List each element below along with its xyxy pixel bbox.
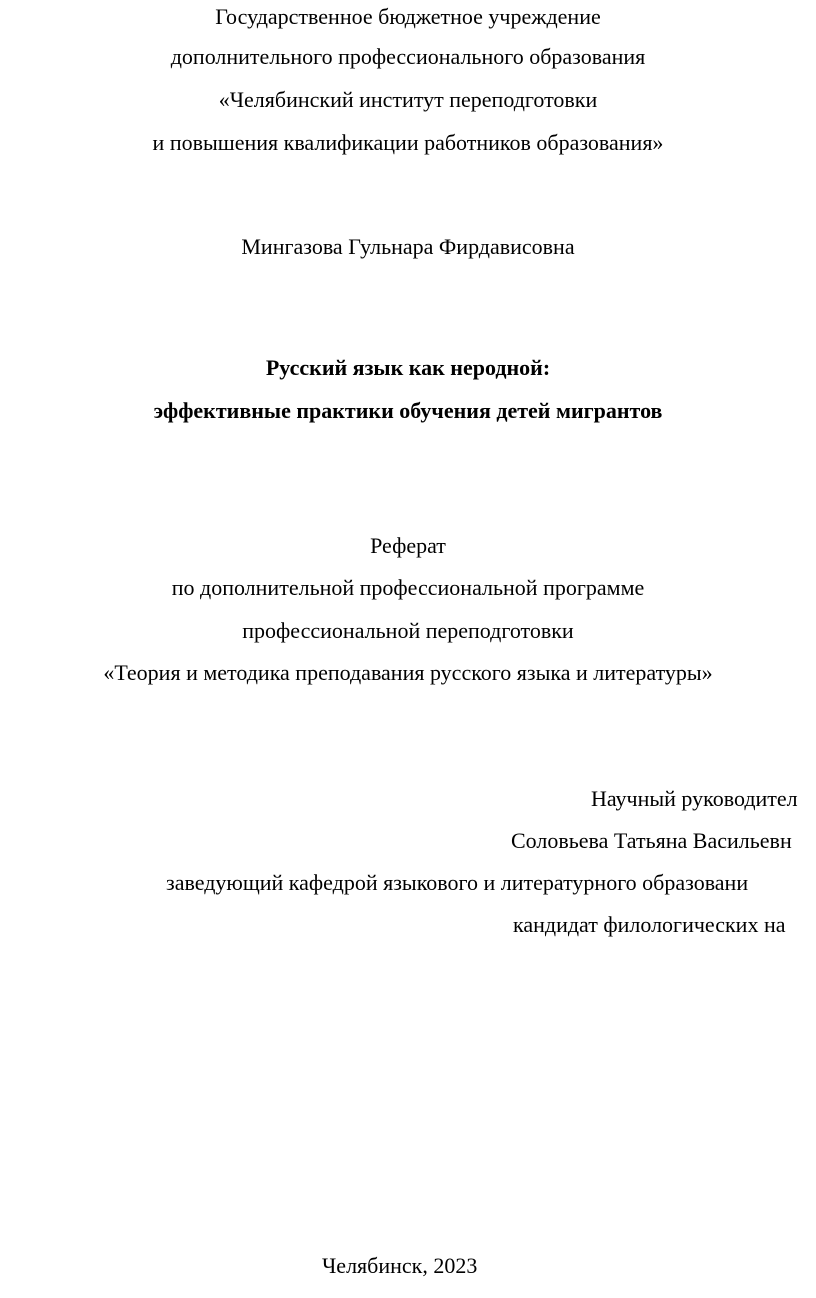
institution-line-3: «Челябинский институт переподготовки: [218, 87, 598, 112]
institution-line-2: дополнительного профессионального образования: [170, 44, 646, 69]
institution-line-1: Государственное бюджетное учреждение: [215, 4, 601, 29]
institution-line-4: и повышения квалификации работников образования»: [152, 130, 664, 155]
title-line-2: эффективные практики обучения детей мигрантов: [153, 398, 663, 423]
supervisor-degree: кандидат филологических на: [513, 912, 786, 937]
supervisor-label: Научный руководител: [591, 786, 798, 811]
supervisor-position: заведующий кафедрой языкового и литературного образовани: [166, 870, 749, 895]
title-line-1: Русский язык как неродной:: [265, 355, 551, 380]
author-name: Мингазова Гульнара Фирдависовна: [241, 234, 575, 259]
program-line-1: по дополнительной профессиональной программе: [171, 575, 645, 600]
program-line-3: «Теория и методика преподавания русского языка и литературы»: [103, 660, 713, 685]
work-type: Реферат: [370, 533, 446, 558]
program-line-2: профессиональной переподготовки: [242, 618, 574, 643]
supervisor-name: Соловьева Татьяна Васильевн: [511, 828, 792, 853]
city-year: Челябинск, 2023: [322, 1253, 478, 1278]
